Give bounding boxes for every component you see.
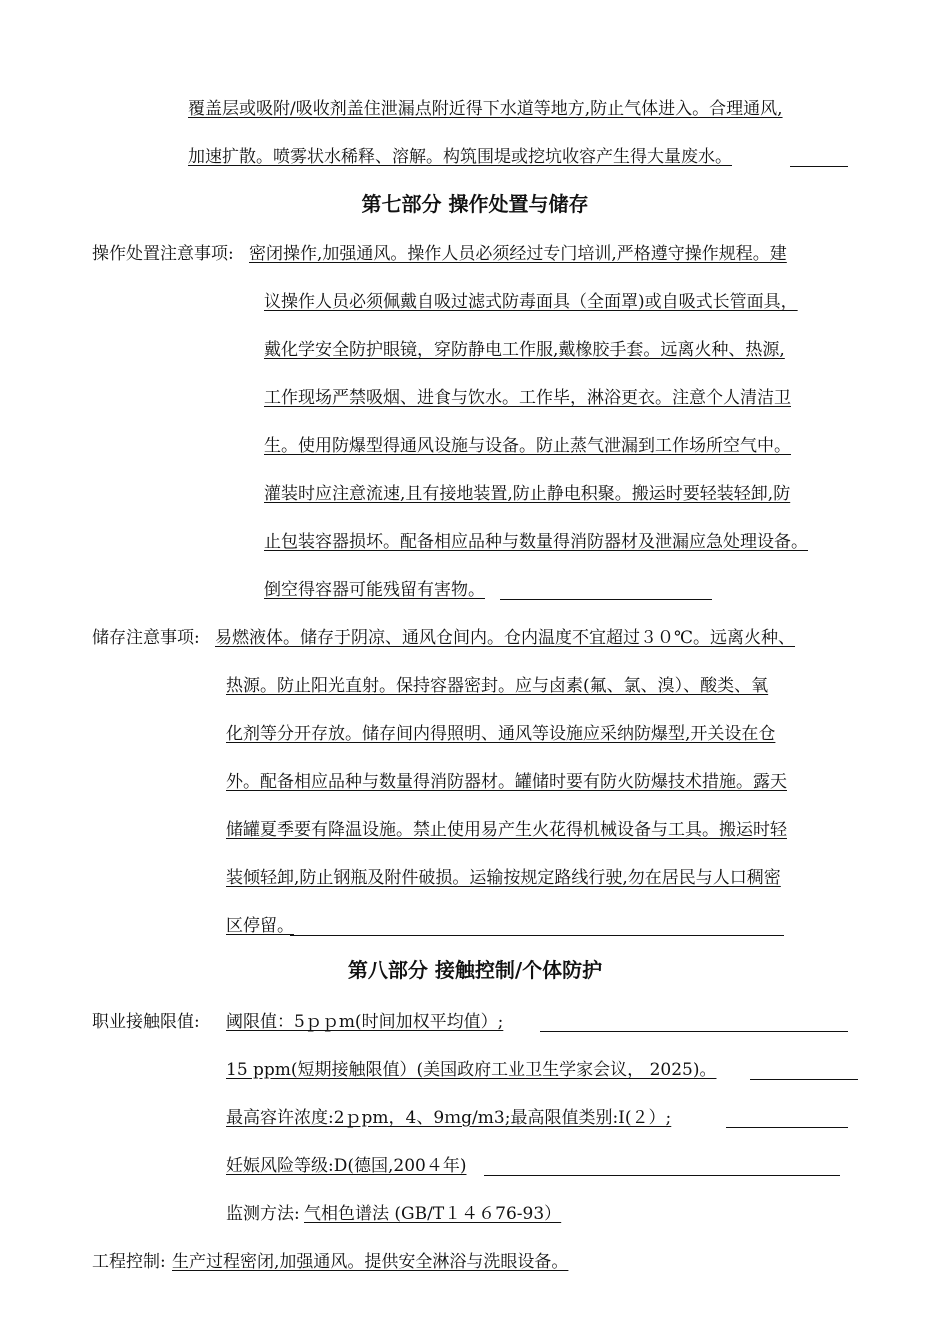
storage-line-7: 区停留。 — [226, 916, 294, 936]
storage-line-3: 化剂等分开存放。储存间内得照明、通风等设施应采纳防爆型,开关设在仓 — [226, 724, 776, 744]
underline-fill — [790, 166, 848, 167]
section8-title: 第八部分 接触控制/个体防护 — [347, 958, 603, 982]
handling-line-1: 密闭操作,加强通风。操作人员必须经过专门培训,严格遵守操作规程。建 — [249, 244, 787, 264]
section6-line-2: 加速扩散。喷雾状水稀释、溶解。构筑围堤或挖坑收容产生得大量废水。 — [188, 147, 732, 167]
storage-line-6: 装倾轻卸,防止钢瓶及附件破损。运输按规定路线行驶,勿在居民与人口稠密 — [226, 868, 781, 888]
storage-line-4: 外。配备相应品种与数量得消防器材。罐储时要有防火防爆技术措施。露天 — [226, 772, 787, 792]
handling-line-5: 生。使用防爆型得通风设施与设备。防止蒸气泄漏到工作场所空气中。 — [264, 436, 791, 456]
oel-label: 职业接触限值: — [92, 1012, 200, 1032]
underline-fill — [484, 1175, 840, 1176]
handling-line-2: 议操作人员必须佩戴自吸过滤式防毒面具（全面罩)或自吸式长管面具， — [264, 292, 798, 312]
underline-fill — [290, 935, 784, 936]
storage-line-1: 易燃液体。储存于阴凉、通风仓间内。仓内温度不宜超过３０℃。远离火种、 — [215, 628, 796, 648]
handling-line-6: 灌装时应注意流速,且有接地装置,防止静电积聚。搬运时要轻装轻卸,防 — [264, 484, 791, 504]
underline-fill — [500, 599, 712, 600]
oel-line-3: 最高容许浓度:2ｐpm，4、9ｍg/m3;最高限值类别:Ⅰ(２）; — [226, 1108, 672, 1128]
section6-line-1: 覆盖层或吸附/吸收剂盖住泄漏点附近得下水道等地方,防止气体进入。合理通风, — [188, 99, 783, 119]
handling-line-7: 止包装容器损坏。配备相应品种与数量得消防器材及泄漏应急处理设备。 — [264, 532, 808, 552]
section7-title: 第七部分 操作处置与储存 — [361, 192, 589, 216]
underline-fill — [726, 1127, 848, 1128]
monitor-value: 气相色谱法 (GB/T１４６76-93） — [304, 1204, 562, 1224]
oel-line-2: 15 ppm(短期接触限值）(美国政府工业卫生学家会议， 2025)。 — [226, 1060, 717, 1080]
underline-fill — [750, 1079, 858, 1080]
oel-line-4: 妊娠风险等级:D(德国,200４年) — [226, 1156, 467, 1176]
storage-label: 储存注意事项: — [92, 628, 200, 648]
handling-line-8: 倒空得容器可能残留有害物。 — [264, 580, 485, 600]
storage-line-2: 热源。防止阳光直射。保持容器密封。应与卤素(氟、氯、溴）、酸类、氧 — [226, 676, 769, 696]
monitor-label: 监测方法: — [226, 1204, 300, 1224]
engineering-label: 工程控制: — [92, 1252, 166, 1272]
underline-fill — [540, 1031, 848, 1032]
handling-label: 操作处置注意事项: — [92, 244, 234, 264]
oel-line-1: 阈限值：5ｐｐm(时间加权平均值）; — [226, 1012, 504, 1032]
handling-line-3: 戴化学安全防护眼镜，穿防静电工作服,戴橡胶手套。远离火种、热源, — [264, 340, 785, 360]
storage-line-5: 储罐夏季要有降温设施。禁止使用易产生火花得机械设备与工具。搬运时轻 — [226, 820, 787, 840]
handling-line-4: 工作现场严禁吸烟、进食与饮水。工作毕，淋浴更衣。注意个人清洁卫 — [264, 388, 791, 408]
engineering-value: 生产过程密闭,加强通风。提供安全淋浴与洗眼设备。 — [172, 1252, 569, 1272]
